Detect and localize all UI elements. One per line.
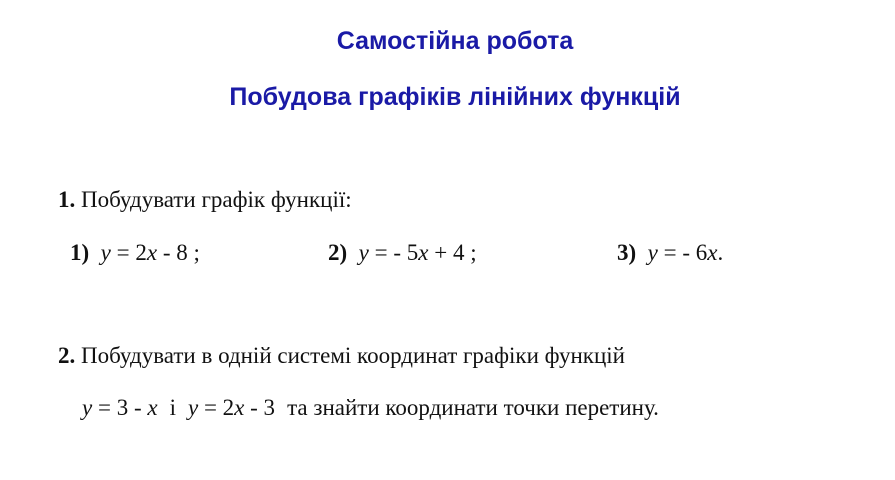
item-label: 1): [70, 240, 90, 265]
formula-text: .: [717, 240, 724, 265]
formula-variable: x: [707, 240, 718, 265]
formula-text: - 3: [244, 395, 276, 420]
formula-variable: y: [358, 240, 369, 265]
item-label: 2): [328, 240, 348, 265]
formula-variable: y: [187, 395, 199, 420]
document-subtitle: Побудова графіків лінійних функцій: [229, 83, 681, 111]
task-2-text: Побудувати в одній системі координат графіки функцій: [81, 343, 625, 368]
formula-text: - 8 ;: [157, 240, 200, 265]
task-2: [58, 342, 625, 370]
formula-text: = 3 -: [92, 395, 148, 420]
formula-text: = 2: [110, 240, 147, 265]
formula-variable: x: [234, 395, 245, 420]
formula-text: = - 5: [368, 240, 419, 265]
task-2-tail: та знайти координати точки перетину.: [287, 395, 659, 420]
formula-text: + 4 ;: [428, 240, 477, 265]
item-label: 3): [617, 240, 637, 265]
task-1-item-3: [617, 239, 723, 267]
formula-variable: x: [418, 240, 429, 265]
task-1: [58, 186, 352, 214]
formula-variable: x: [147, 395, 158, 420]
formula-variable: y: [100, 240, 111, 265]
conjunction: і: [169, 395, 176, 420]
document-title: Самостійна робота: [336, 27, 574, 55]
task-1-number: 1.: [58, 187, 76, 212]
formula-variable: x: [146, 240, 158, 265]
formula-text: = 2: [198, 395, 235, 420]
task-2-number: 2.: [58, 343, 76, 368]
task-1-item-1: [70, 239, 200, 267]
task-2-formulas: [82, 394, 659, 422]
task-1-text: Побудувати графік функції:: [81, 187, 352, 212]
formula-text: = - 6: [657, 240, 708, 265]
formula-variable: y: [82, 395, 93, 420]
task-1-item-2: [328, 239, 477, 267]
formula-variable: y: [647, 240, 658, 265]
